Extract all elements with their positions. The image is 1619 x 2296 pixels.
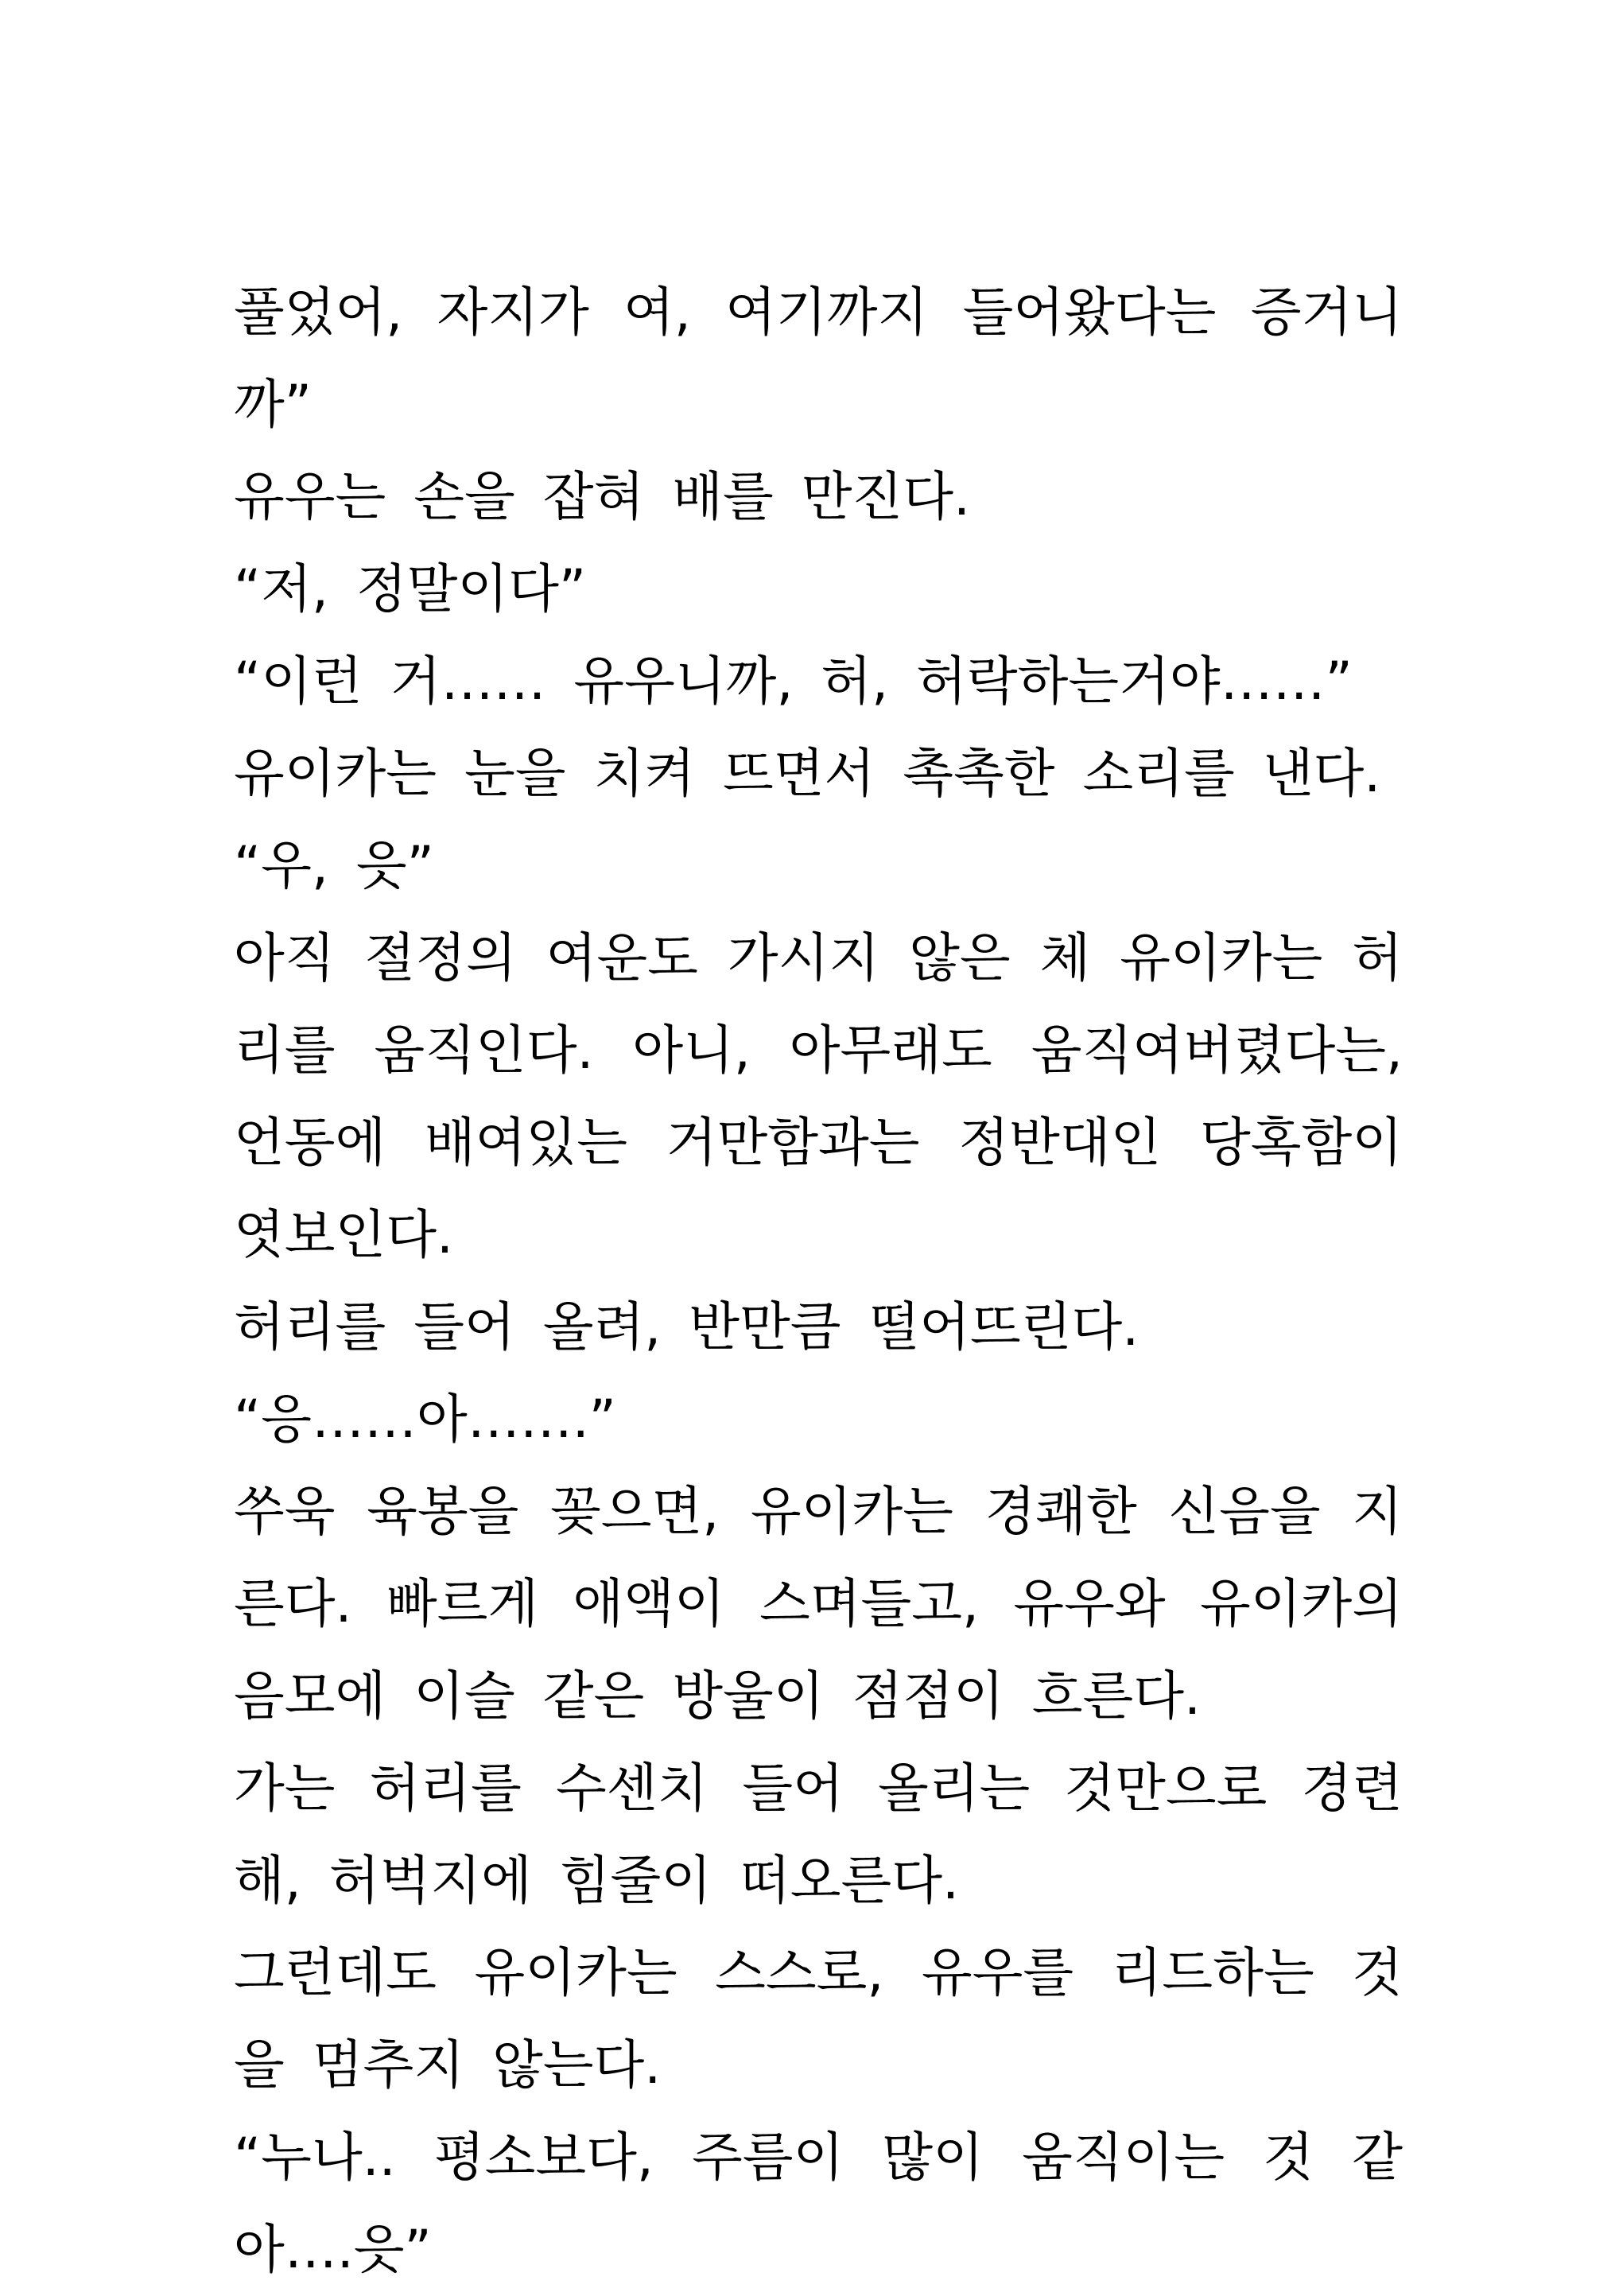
paragraph: “누나.. 평소보다, 주름이 많이 움직이는 것 같아….읏” (234, 2127, 1403, 2280)
paragraph: 유우는 손을 잡혀 배를 만진다. (234, 466, 970, 527)
paragraph: 유이카는 눈을 치켜 뜨면서 촉촉한 소리를 낸다. (234, 743, 1381, 804)
paragraph: “우, 읏” (234, 835, 434, 896)
document-body (234, 266, 1403, 2296)
paragraph: “이런 거…… 유우니까, 허, 허락하는거야……” (234, 651, 1353, 712)
paragraph: 아직 절정의 여운도 가시지 않은 체 유이카는 허리를 움직인다. 아니, 아무래도 움직여버렸다는, 언동에 배여있는 거만함과는 정반대인 당혹함이 엿보인다. (234, 927, 1403, 1265)
paragraph: “저, 정말이다” (234, 558, 587, 620)
paragraph: 가는 허리를 수센치 들어 올리는 것만으로 경련해, 허벅지에 힘줄이 떠오른다. (234, 1758, 1403, 1911)
paragraph: 쑤욱 육봉을 꽂으면, 유이카는 경쾌한 신음을 지른다. 빠르게 애액이 스며들고, 유우와 유이카의 음모에 이슬 같은 방울이 점점이 흐른다. (234, 1481, 1403, 1727)
paragraph: 풀었어, 자지가 여, 여기까지 들어왔다는 증거니까” (234, 282, 1403, 435)
paragraph: “응……아…….” (234, 1389, 616, 1450)
paragraph: 허리를 들어 올려, 반만큼 떨어뜨린다. (234, 1296, 1140, 1358)
paragraph: 그런데도 유이카는 스스로, 유우를 리드하는 것을 멈추지 않는다. (234, 1942, 1403, 2096)
